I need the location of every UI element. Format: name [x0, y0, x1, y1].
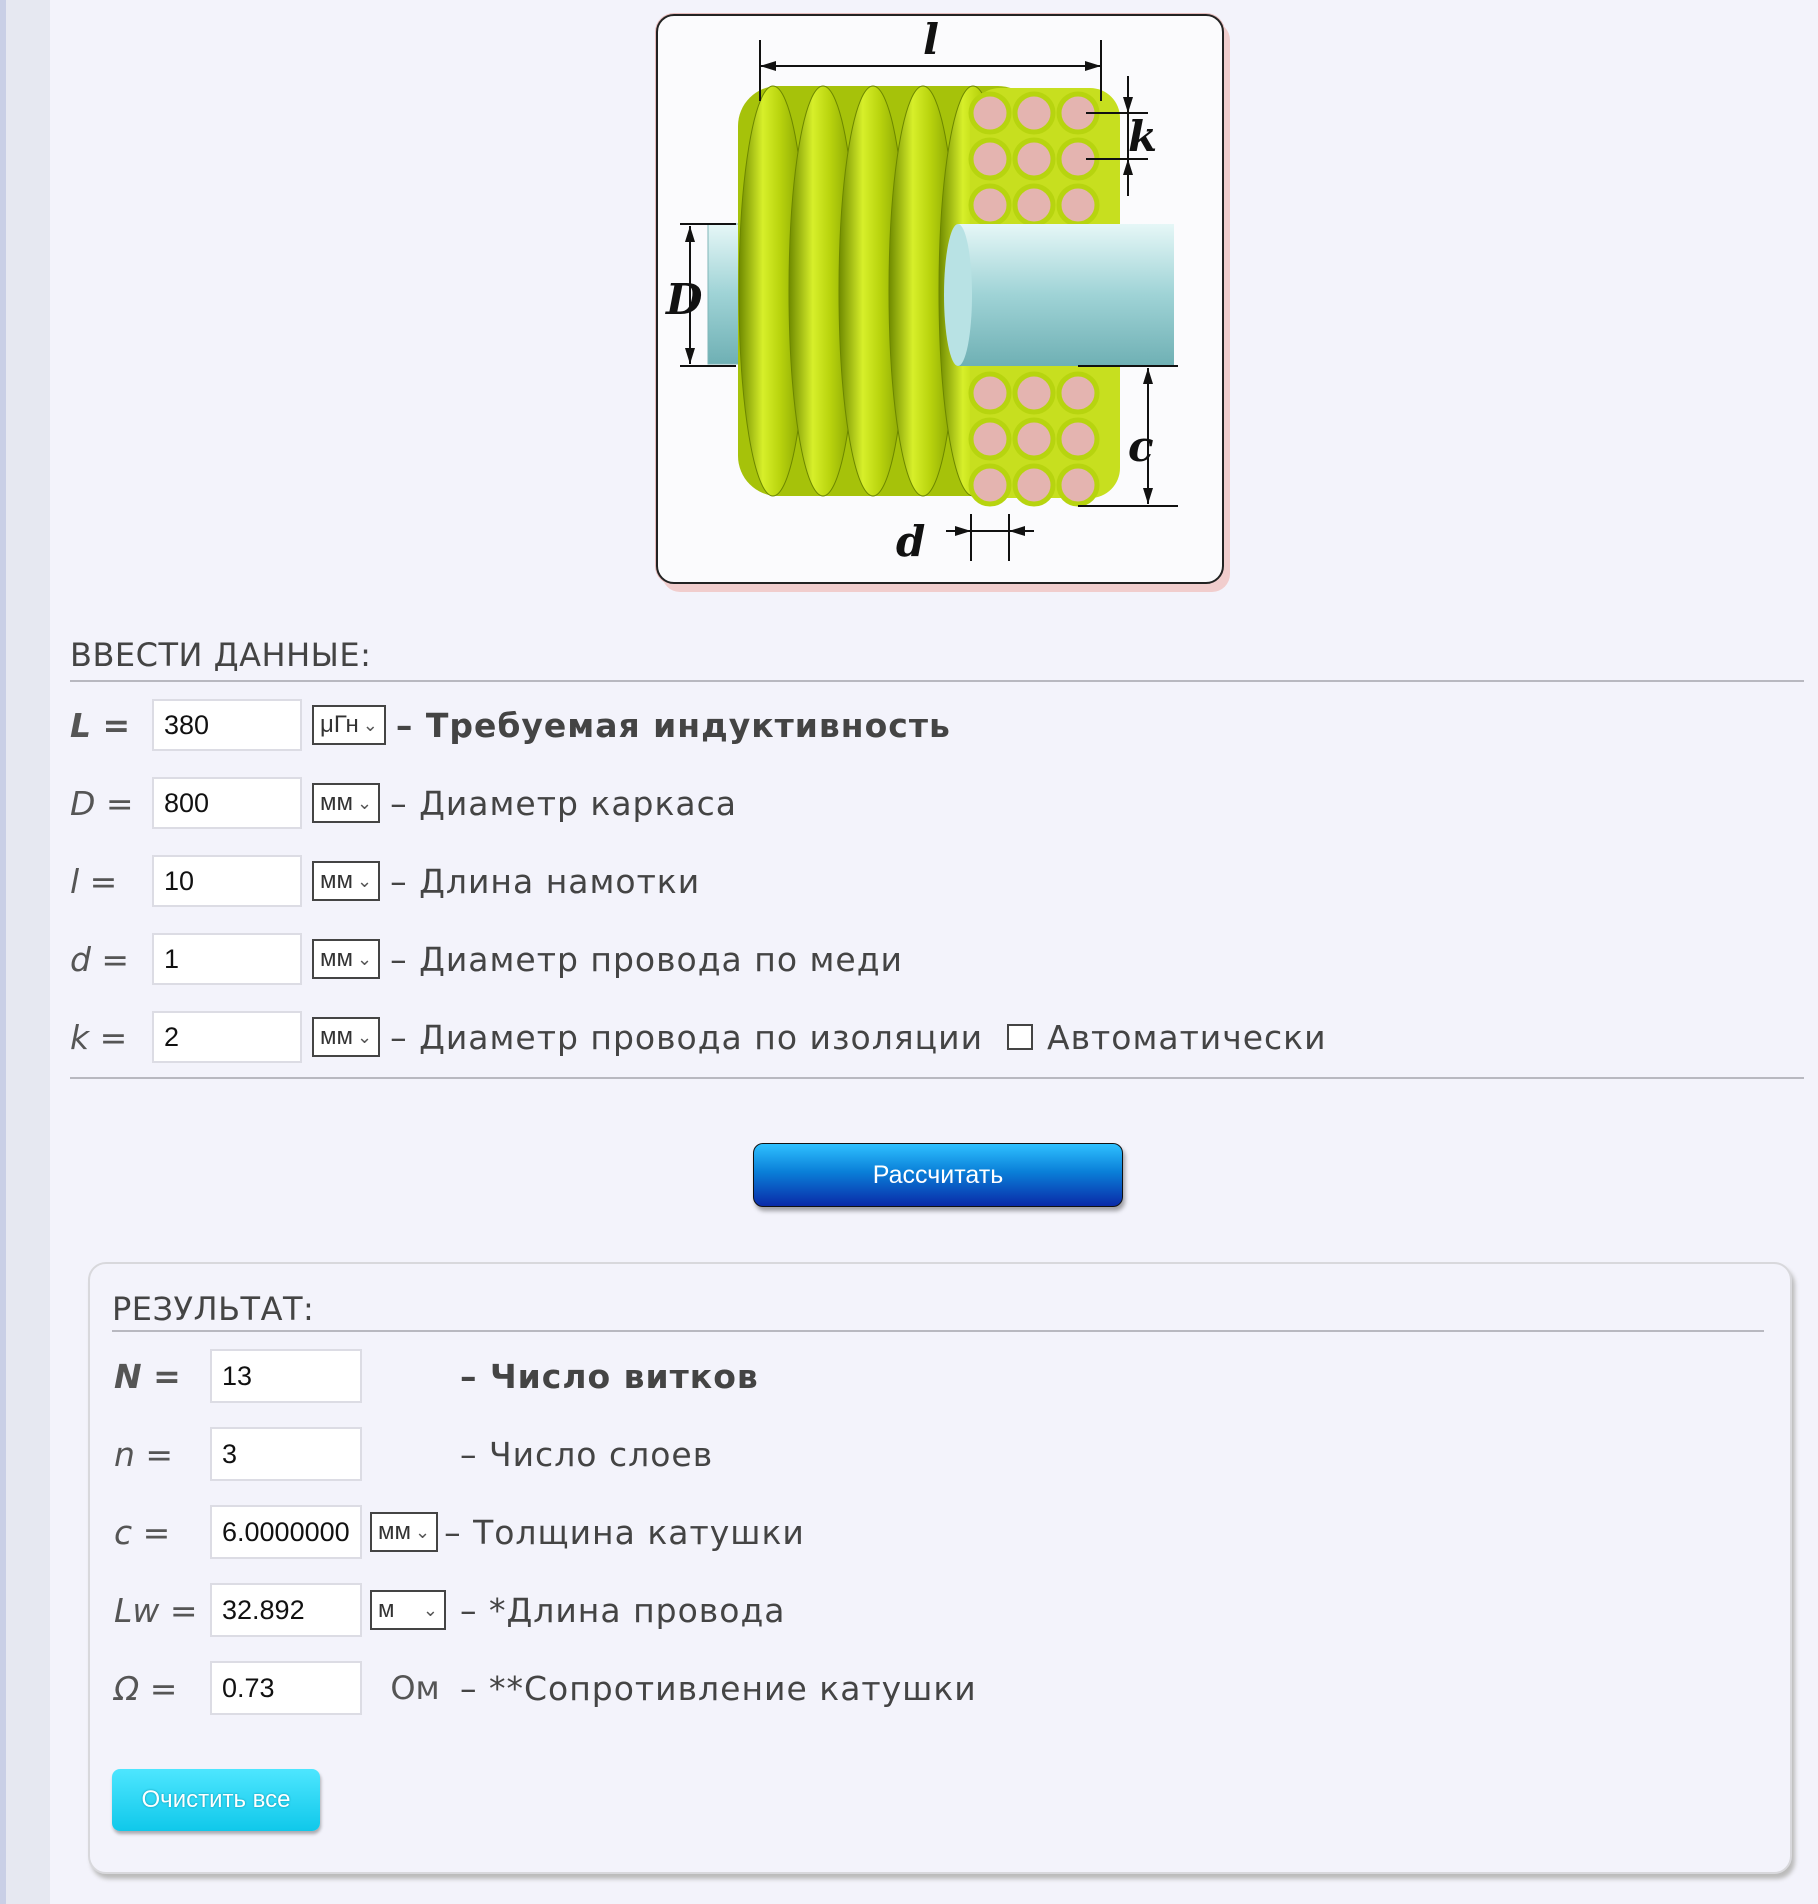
frame-diameter-unit-select[interactable]: мм ⌄ — [312, 783, 380, 823]
chevron-down-icon: ⌄ — [357, 1026, 373, 1047]
auto-checkbox-label: Автоматически — [1047, 1017, 1327, 1057]
row-frame-diameter — [70, 775, 737, 831]
clear-all-button[interactable]: Очистить все — [112, 1769, 320, 1831]
copper-diameter-input[interactable] — [152, 933, 302, 985]
inductance-input[interactable] — [152, 699, 302, 751]
copper-diameter-label: – Диаметр провода по меди — [390, 939, 903, 979]
chevron-down-icon: ⌄ — [422, 1599, 438, 1620]
insulation-diameter-unit-select[interactable]: мм ⌄ — [312, 1017, 380, 1057]
result-row-resistance — [114, 1660, 977, 1716]
label-k: k — [1128, 112, 1158, 161]
inductance-unit-select[interactable]: μГн ⌄ — [312, 705, 386, 745]
inductance-label: – Требуемая индуктивность — [395, 705, 951, 745]
row-copper-diameter — [70, 931, 903, 987]
wire-length-unit-select[interactable]: м ⌄ — [370, 1590, 446, 1630]
result-divider — [112, 1330, 1764, 1332]
input-divider-bottom — [70, 1077, 1804, 1079]
left-gutter — [6, 0, 50, 1904]
resistance-label: – **Сопротивление катушки — [460, 1668, 977, 1708]
layers-label: – Число слоев — [460, 1434, 714, 1474]
insulation-diameter-label: – Диаметр провода по изоляции — [390, 1017, 984, 1057]
input-section-title: ВВЕСТИ ДАННЫЕ: — [70, 636, 372, 674]
chevron-down-icon: ⌄ — [357, 948, 373, 969]
insulation-diameter-input[interactable] — [152, 1011, 302, 1063]
chevron-down-icon: ⌄ — [362, 714, 378, 735]
result-row-thickness — [114, 1504, 805, 1560]
symbol-D: D = — [70, 783, 134, 823]
symbol-k: k = — [70, 1017, 128, 1057]
symbol-Lw: Lw = — [114, 1590, 198, 1630]
symbol-c: c = — [114, 1512, 171, 1552]
winding-length-unit-select[interactable]: мм ⌄ — [312, 861, 380, 901]
thickness-output[interactable] — [210, 1505, 362, 1559]
layers-output[interactable] — [210, 1427, 362, 1481]
label-d: d — [896, 517, 926, 566]
label-c: c — [1128, 422, 1154, 471]
coil-illustration — [658, 16, 1222, 582]
winding-length-input[interactable] — [152, 855, 302, 907]
winding-length-label: – Длина намотки — [390, 861, 701, 901]
row-inductance — [70, 697, 951, 753]
frame-diameter-input[interactable] — [152, 777, 302, 829]
label-D: D — [666, 275, 703, 324]
wire-length-label: – *Длина провода — [460, 1590, 786, 1630]
symbol-N: N = — [114, 1356, 181, 1396]
symbol-L: L = — [70, 705, 131, 745]
auto-checkbox[interactable] — [1007, 1024, 1033, 1050]
frame-diameter-label: – Диаметр каркаса — [390, 783, 738, 823]
row-winding-length — [70, 853, 700, 909]
result-row-wire-length — [114, 1582, 786, 1638]
chevron-down-icon: ⌄ — [357, 870, 373, 891]
resistance-output[interactable] — [210, 1661, 362, 1715]
symbol-d: d = — [70, 939, 130, 979]
turns-output[interactable] — [210, 1349, 362, 1403]
input-divider-top — [70, 680, 1804, 682]
resistance-unit: Ом — [390, 1669, 440, 1707]
thickness-label: – Толщина катушки — [444, 1512, 805, 1552]
thickness-unit-select[interactable]: мм ⌄ — [370, 1512, 438, 1552]
chevron-down-icon: ⌄ — [415, 1521, 431, 1542]
symbol-l: l = — [70, 861, 118, 901]
row-insulation-diameter — [70, 1009, 1327, 1065]
symbol-n: n = — [114, 1434, 174, 1474]
turns-label: – Число витков — [460, 1356, 759, 1396]
wire-length-output[interactable] — [210, 1583, 362, 1637]
symbol-omega: Ω = — [114, 1668, 178, 1708]
chevron-down-icon: ⌄ — [357, 792, 373, 813]
result-row-turns — [114, 1348, 759, 1404]
label-l: l — [923, 16, 939, 64]
calculate-button[interactable]: Рассчитать — [753, 1143, 1123, 1207]
result-row-layers — [114, 1426, 713, 1482]
coil-diagram — [656, 14, 1224, 584]
result-section-title: РЕЗУЛЬТАТ: — [112, 1290, 315, 1328]
copper-diameter-unit-select[interactable]: мм ⌄ — [312, 939, 380, 979]
